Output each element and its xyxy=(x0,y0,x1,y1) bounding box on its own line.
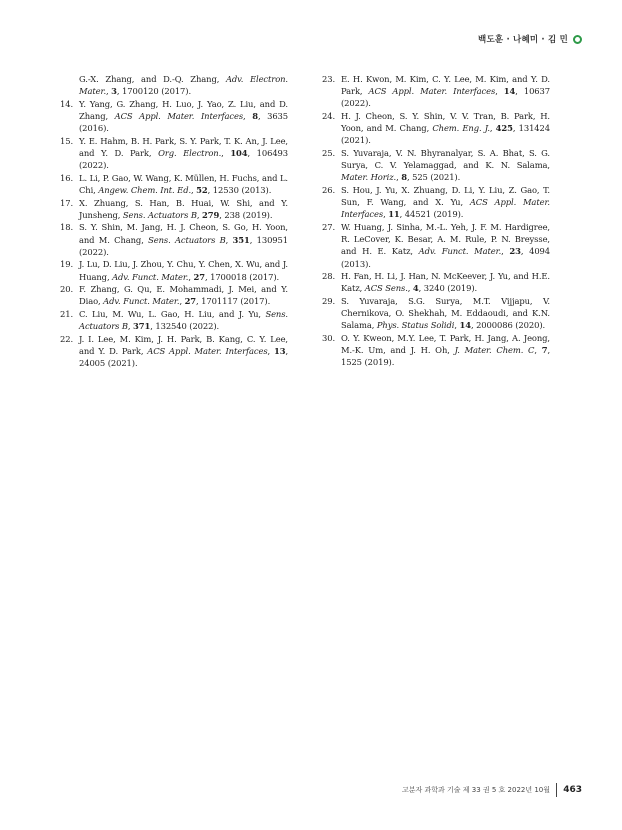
reference-text: , 44521 (2019). xyxy=(399,209,464,220)
reference-number: 23. xyxy=(322,74,336,84)
reference-text: Y. E. Hahm, B. H. Park, S. Y. Park, T. K. An, J. Lee, and Y. D. Park, xyxy=(79,135,288,158)
reference-text: , 24005 (2021). xyxy=(79,345,289,369)
reference-number: 28. xyxy=(322,271,336,282)
reference-text: , 4094 (2013). xyxy=(341,246,551,269)
reference-number: 15. xyxy=(60,135,74,146)
reference-number: 24. xyxy=(322,111,336,121)
reference-text: , xyxy=(495,86,504,97)
volume-number: 11 xyxy=(388,209,400,220)
reference-text: , 10637 (2022). xyxy=(341,86,550,109)
reference-entry xyxy=(60,308,288,332)
volume-number: 27 xyxy=(193,271,205,282)
reference-text: , xyxy=(127,321,134,332)
reference-text: , 3635 (2016). xyxy=(79,111,289,134)
reference-text: S. Hou, J. Yu, X. Zhuang, D. Li, Y. Liu, Z. Gao, T. Sun, F. Wang, and X. Yu, xyxy=(341,185,550,208)
reference-text: , 106493 (2022). xyxy=(79,148,289,171)
volume-number: 371 xyxy=(133,321,151,332)
reference-entry xyxy=(322,147,550,184)
reference-text: J. I. Lee, M. Kim, J. H. Park, B. Kang, C. Y. Lee, and Y. D. Park, xyxy=(79,333,288,356)
reference-text: W. Huang, J. Sinha, M.-L. Yeh, J. F. M. Hardigree, R. LeCover, K. Besar, A. M. Rule, P. N. Breysse, and H. E. Katz, xyxy=(341,222,550,257)
reference-number: 26. xyxy=(322,185,336,195)
journal-name: Adv. Funct. Mater. xyxy=(418,246,502,257)
journal-name: J. Mater. Chem. C xyxy=(454,345,535,356)
reference-number: 27. xyxy=(322,222,336,232)
reference-number: 21. xyxy=(60,308,74,319)
reference-text: , xyxy=(407,283,413,294)
reference-text: , 3240 (2019). xyxy=(418,283,478,294)
reference-text: , 1700018 (2017). xyxy=(204,271,280,282)
reference-text: , xyxy=(396,172,402,183)
reference-text: , xyxy=(196,209,203,220)
reference-entry xyxy=(60,73,288,97)
reference-entry xyxy=(322,73,550,110)
footer-journal-info: 고분자 과학과 기술 제 33 권 5 호 2022년 10월 xyxy=(402,786,551,794)
page-number: 463 xyxy=(563,785,582,795)
reference-text: H. Fan, H. Li, J. Han, N. McKeever, J. Yu, and H.E. Katz, xyxy=(341,271,550,294)
reference-number: 16. xyxy=(60,172,74,183)
journal-name: Org. Electron. xyxy=(158,148,222,158)
reference-entry xyxy=(60,197,288,221)
reference-text: , xyxy=(221,148,231,158)
reference-entry xyxy=(60,283,288,307)
reference-text: , xyxy=(225,234,233,245)
journal-name: ACS Appl. Mater. Interfaces xyxy=(147,345,268,356)
reference-number: 17. xyxy=(60,197,74,208)
reference-text: , xyxy=(243,111,253,121)
reference-text: , xyxy=(383,209,389,220)
reference-entry xyxy=(60,258,288,282)
reference-text: C. Liu, M. Wu, L. Gao, H. Liu, and J. Yu, xyxy=(79,308,266,319)
reference-text: , xyxy=(267,345,274,356)
reference-entry xyxy=(322,295,550,332)
journal-name: Adv. Electron. Mater. xyxy=(79,74,288,97)
reference-entry xyxy=(60,172,288,196)
reference-text: , xyxy=(179,296,185,307)
reference-entry xyxy=(322,110,550,147)
footer-divider xyxy=(556,783,557,797)
journal-name: Mater. Horiz. xyxy=(341,172,397,183)
reference-entry xyxy=(60,333,288,370)
volume-number: 8 xyxy=(401,172,407,183)
references-left-column xyxy=(60,73,288,370)
reference-number: 20. xyxy=(60,284,74,295)
volume-number: 7 xyxy=(541,345,548,356)
volume-number: 351 xyxy=(232,234,250,245)
volume-number: 14 xyxy=(459,320,471,331)
volume-number: 52 xyxy=(196,185,208,195)
reference-number: 14. xyxy=(60,98,74,109)
reference-text: , xyxy=(191,185,197,195)
reference-text: X. Zhuang, S. Han, B. Huai, W. Shi, and Y. Junsheng, xyxy=(79,197,288,220)
volume-number: 13 xyxy=(273,345,286,356)
journal-name: Chem. Eng. J. xyxy=(432,123,490,134)
reference-text: O. Y. Kweon, M.Y. Lee, T. Park, H. Jang, A. Jeong, M.-K. Um, and J. H. Oh, xyxy=(341,333,550,356)
reference-text: F. Zhang, G. Qu, E. Mohammadi, J. Mei, and Y. Diao, xyxy=(79,284,288,307)
reference-text: E. H. Kwon, M. Kim, C. Y. Lee, M. Kim, and Y. D. Park, xyxy=(341,74,550,97)
reference-text: , xyxy=(188,271,194,282)
reference-text: , 2000086 (2020). xyxy=(470,320,546,331)
journal-name: Sens. Actuators B xyxy=(122,209,197,220)
reference-number: 19. xyxy=(60,259,74,270)
header-authors: 백도훈 · 나혜미 · 김 민 xyxy=(478,35,568,45)
circle-bullet-icon xyxy=(573,35,582,44)
reference-text: , xyxy=(454,320,460,331)
reference-number: 22. xyxy=(60,333,74,344)
volume-number: 23 xyxy=(509,246,521,257)
page-footer xyxy=(402,783,582,797)
journal-name: Sens. Actuators B xyxy=(79,308,288,332)
reference-entry xyxy=(322,332,550,369)
reference-text: Y. Yang, G. Zhang, H. Luo, J. Yao, Z. Liu, and D. Zhang, xyxy=(79,98,288,121)
reference-entry xyxy=(60,221,288,258)
reference-text: , xyxy=(501,246,510,257)
volume-number: 27 xyxy=(184,296,197,307)
volume-number: 104 xyxy=(230,148,248,158)
reference-text: S. Yuvaraja, V. N. Bhyranalyar, S. A. Bhat, S. G. Surya, C. V. Yelamaggad, and K. N. Salama, xyxy=(341,148,550,171)
reference-text: , 1525 (2019). xyxy=(341,345,551,368)
running-header xyxy=(478,33,582,45)
reference-text: G.-X. Zhang, and D.-Q. Zhang, xyxy=(79,74,226,84)
journal-name: ACS Sens. xyxy=(364,283,408,294)
reference-number: 18. xyxy=(60,222,74,233)
reference-entry xyxy=(60,98,288,135)
volume-number: 4 xyxy=(412,283,419,294)
journal-name: Phys. Status Solidi xyxy=(376,320,455,331)
reference-text: L. Li, P. Gao, W. Wang, K. Müllen, H. Fuchs, and L. Chi, xyxy=(79,172,288,195)
reference-text: , 130951 (2022). xyxy=(79,234,288,257)
reference-text: , 12530 (2013). xyxy=(207,185,272,195)
reference-text: H. J. Cheon, S. Y. Shin, V. V. Tran, B. Park, H. Yoon, and M. Chang, xyxy=(341,111,550,134)
volume-number: 3 xyxy=(111,86,117,97)
journal-name: ACS Appl. Mater. Interfaces xyxy=(114,111,244,121)
reference-text: , 238 (2019). xyxy=(219,209,273,220)
reference-text: , 131424 (2021). xyxy=(341,123,550,146)
journal-name: Angew. Chem. Int. Ed. xyxy=(98,185,192,195)
reference-entry xyxy=(322,184,550,221)
reference-entry xyxy=(322,221,550,270)
journal-name: ACS Appl. Mater. Interfaces xyxy=(368,86,496,97)
reference-text: J. Lu, D. Liu, J. Zhou, Y. Chu, Y. Chen, X. Wu, and J. Huang, xyxy=(79,259,288,282)
journal-name: Adv. Funct. Mater. xyxy=(103,296,180,307)
reference-number: 30. xyxy=(322,333,336,343)
volume-number: 425 xyxy=(495,123,513,134)
reference-text: , xyxy=(489,123,496,134)
reference-entry xyxy=(322,270,550,294)
journal-name: Sens. Actuators B xyxy=(148,234,226,245)
reference-text: S. Y. Shin, M. Jang, H. J. Cheon, S. Go, H. Yoon, and M. Chang, xyxy=(79,222,288,245)
journal-name: ACS Appl. Mater. Interfaces xyxy=(341,197,550,220)
reference-number: 29. xyxy=(322,296,336,306)
reference-text: , xyxy=(534,345,542,356)
reference-text: S. Yuvaraja, S.G. Surya, M.T. Vijjapu, V. Chernikova, O. Shekhah, M. Eddaoudi, and K.N. Salama, xyxy=(341,296,550,331)
volume-number: 8 xyxy=(252,111,258,121)
reference-text: , 1700120 (2017). xyxy=(116,86,192,97)
references-right-column xyxy=(322,73,550,369)
reference-text: , xyxy=(106,86,112,97)
reference-number: 25. xyxy=(322,148,336,158)
volume-number: 279 xyxy=(202,209,220,220)
reference-text: , 525 (2021). xyxy=(406,172,461,183)
volume-number: 14 xyxy=(503,86,516,97)
journal-name: Adv. Funct. Mater. xyxy=(112,271,189,282)
reference-text: , 132540 (2022). xyxy=(150,321,220,332)
reference-text: , 1701117 (2017). xyxy=(196,296,271,307)
reference-entry xyxy=(60,135,288,172)
